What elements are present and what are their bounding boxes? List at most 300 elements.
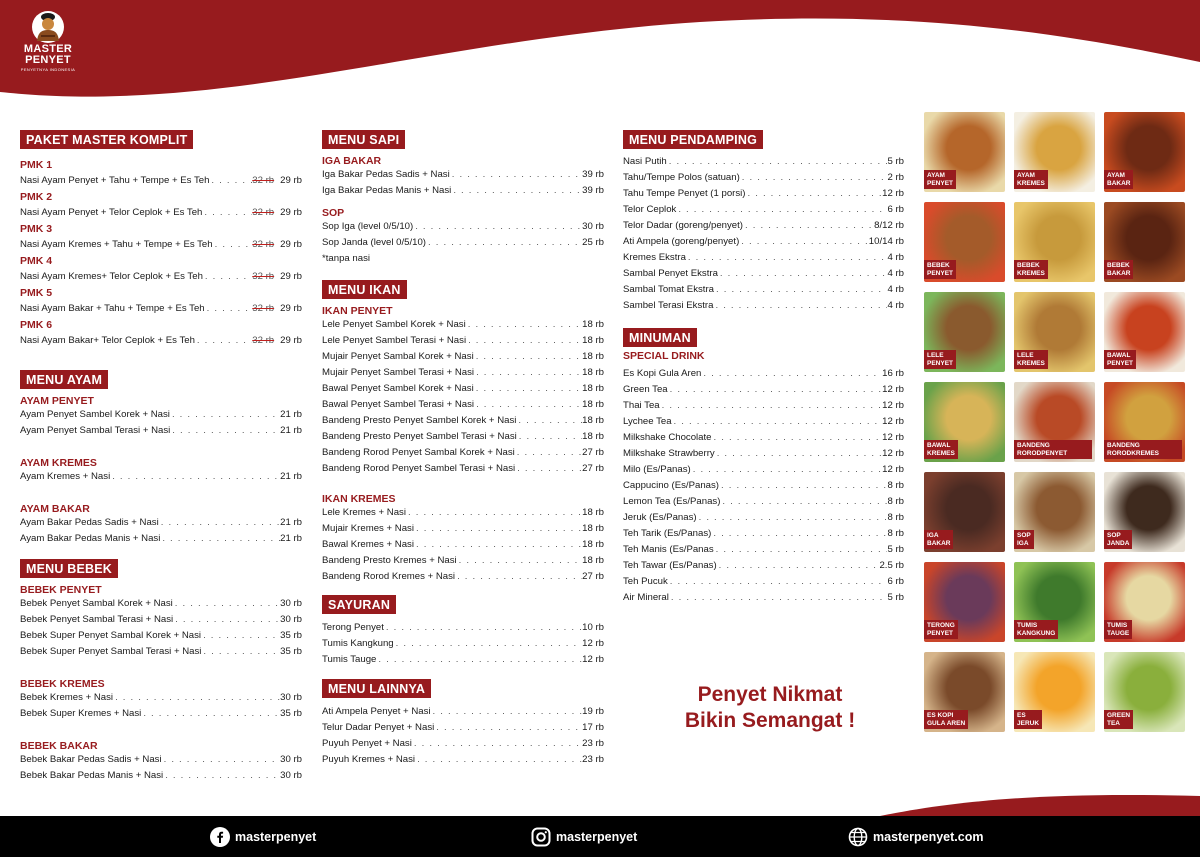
menu-item-row [623,186,904,202]
dot-leader [173,596,280,612]
menu-item-row [322,317,604,333]
dot-leader [474,365,582,381]
menu-item-row [623,218,904,234]
item-name: Telor Ceplok [623,204,677,215]
menu-item-row [623,462,904,478]
footer-bar [0,816,1200,857]
menu-item-row [623,510,904,526]
food-photo-tile [924,202,1005,282]
menu-item-row [20,237,302,253]
menu-item-row [322,636,604,652]
subsection-title: AYAM PENYET [20,395,94,407]
subsection-title: AYAM KREMES [20,457,97,469]
menu-item-row [20,333,302,349]
item-name: Ayam Penyet Sambel Korek + Nasi [20,409,170,420]
dot-leader [162,752,281,768]
item-name: Sambal Penyet Ekstra [623,268,718,279]
item-price: 17 rb [582,722,604,733]
item-price: 18 rb [582,383,604,394]
dot-leader [412,736,582,752]
item-name: Telor Dadar (goreng/penyet) [623,220,743,231]
menu-item-row [623,250,904,266]
dot-leader [668,574,888,590]
menu-item-row [322,219,604,235]
item-name: Es Kopi Gula Aren [623,368,702,379]
sapi-note: *tanpa nasi [322,253,371,264]
menu-item-row [623,382,904,398]
item-price: 5 rb [887,592,904,603]
item-price: 30 rb [280,598,302,609]
dot-leader [667,154,888,170]
item-price: 12 rb [882,384,904,395]
food-photo-tile [1104,472,1185,552]
dot-leader [431,704,583,720]
item-name: Jeruk (Es/Panas) [623,512,697,523]
dot-leader [714,282,887,298]
menu-item-row [623,494,904,510]
menu-item-row [623,202,904,218]
price-group [252,173,302,189]
dot-leader [740,170,888,186]
menu-item-row [623,282,904,298]
food-photo-label: AYAM PENYET [924,170,956,189]
menu-item-row [20,205,302,221]
menu-item-row [322,413,604,429]
item-price: 21 rb [280,409,302,420]
dot-leader [413,219,582,235]
item-name: Bebek Penyet Sambal Korek + Nasi [20,598,173,609]
dot-leader [714,542,888,558]
dot-leader [516,413,582,429]
sayuran-list [322,620,604,668]
old-price: 32 rb [252,207,275,218]
dot-leader [173,612,280,628]
chef-mascot-icon [31,10,65,44]
dot-leader [718,266,888,282]
item-price: 10 rb [582,622,604,633]
dot-leader [195,333,252,349]
menu-item-row [623,446,904,462]
item-price: 18 rb [582,335,604,346]
item-name: Bebek Bakar Pedas Sadis + Nasi [20,754,162,765]
subsection-title: IGA BAKAR [322,155,382,167]
dot-leader [660,398,883,414]
dot-leader [515,445,582,461]
item-price: 18 rb [582,507,604,518]
food-photo-label: BEBEK KREMES [1014,260,1048,279]
item-name: Nasi Ayam Kremes+ Telor Ceplok + Es Teh [20,271,203,282]
item-name: Nasi Ayam Penyet + Telor Ceplok + Es Teh [20,207,203,218]
item-name: Nasi Putih [623,156,667,167]
food-photo-label: SOP JANDA [1104,530,1132,549]
item-price: 18 rb [582,523,604,534]
food-photo-tile [1014,562,1095,642]
dot-leader [743,218,874,234]
dot-leader [201,628,280,644]
dot-leader [414,521,582,537]
item-name: Green Tea [623,384,668,395]
item-name: Sambal Tomat Ekstra [623,284,714,295]
item-price: 6 rb [887,576,904,587]
price-group [252,269,302,285]
item-name: Bandeng Rorod Kremes + Nasi [322,571,456,582]
food-photo-label: ES KOPI GULA AREN [924,710,968,729]
item-price: 18 rb [582,351,604,362]
food-photo-label: ES JERUK [1014,710,1042,729]
item-price: 6 rb [887,204,904,215]
dot-leader [719,478,887,494]
item-price: 29 rb [280,303,302,314]
ikan-groups [322,305,604,585]
facebook-icon [210,827,230,847]
item-name: Bebek Kremes + Nasi [20,692,114,703]
subsection-title: IKAN KREMES [322,493,396,505]
dot-leader [676,202,887,218]
item-price: 5 rb [887,544,904,555]
food-photo-tile [1014,112,1095,192]
footer-instagram[interactable] [531,827,637,847]
dot-leader [515,461,582,477]
item-name: Mujair Penyet Sambel Terasi + Nasi [322,367,475,378]
menu-item-row [623,298,904,314]
dot-leader [717,558,880,574]
footer-website[interactable] [848,827,983,847]
menu-item-row [322,167,604,183]
item-price: 12 rb [882,188,904,199]
item-price: 12 rb [882,464,904,475]
menu-item-row [20,423,302,439]
dot-leader [213,237,253,253]
food-photo-tile [924,382,1005,462]
brand-logo [16,10,80,72]
dot-leader [713,298,887,314]
section-title-minuman: MINUMAN [623,328,697,347]
item-price: 4 rb [887,268,904,279]
item-name: Bebek Super Penyet Sambal Terasi + Nasi [20,646,202,657]
dot-leader [711,526,887,542]
item-price: 10/14 rb [868,236,904,247]
menu-item-row [322,652,604,668]
dot-leader [159,515,280,531]
food-photo-tile [1014,472,1095,552]
paket-code: PMK 5 [20,287,53,299]
dot-leader [110,469,280,485]
dot-leader [686,250,888,266]
menu-item-row [20,596,302,612]
item-price: 8 rb [887,528,904,539]
dot-leader [426,235,582,251]
item-name: Bebek Super Penyet Sambal Korek + Nasi [20,630,202,641]
food-photo-label: BAWAL KREMES [924,440,958,459]
dot-leader [669,590,888,606]
food-photo-tile [1014,202,1095,282]
price-group [252,205,302,221]
item-name: Iga Bakar Pedas Manis + Nasi [322,185,452,196]
old-price: 32 rb [252,239,275,250]
price-group [252,333,302,349]
menu-item-row [20,612,302,628]
section-title-ayam: MENU AYAM [20,370,108,389]
brand-tagline: PENYETNYA INDONESIA [20,67,76,72]
dot-leader [209,173,252,189]
menu-item-row [20,644,302,660]
menu-item-row [20,706,302,722]
dot-leader [205,301,253,317]
item-price: 27 rb [582,463,604,474]
item-name: Bawal Penyet Sambel Terasi + Nasi [322,399,475,410]
item-price: 30 rb [582,221,604,232]
bebek-groups [20,584,302,784]
food-photo-label: SOP IGA [1014,530,1034,549]
dot-leader [202,205,252,221]
menu-item-row [623,170,904,186]
paket-code: PMK 3 [20,223,53,235]
item-name: Ayam Kremes + Nasi [20,471,111,482]
item-name: Tahu/Tempe Polos (satuan) [623,172,740,183]
dot-leader [697,510,888,526]
footer-wave [880,790,1200,816]
dot-leader [376,652,582,668]
food-photo-tile [1014,652,1095,732]
item-price: 25 rb [582,237,604,248]
brand-name-line1: MASTER [23,43,73,55]
dot-leader [203,269,252,285]
dot-leader [715,446,882,462]
section-title-paket: PAKET MASTER KOMPLIT [20,130,193,149]
item-price: 18 rb [582,319,604,330]
item-price: 12 rb [582,654,604,665]
item-price: 12 rb [882,448,904,459]
dot-leader [450,167,582,183]
menu-item-row [322,720,604,736]
dot-leader [466,317,582,333]
menu-item-row [322,752,604,768]
paket-code: PMK 2 [20,191,53,203]
dot-leader [712,430,883,446]
dot-leader [701,366,882,382]
food-photo-label: BEBEK BAKAR [1104,260,1133,279]
item-name: Terong Penyet [322,622,384,633]
website-url: masterpenyet.com [873,830,984,844]
item-price: 21 rb [280,533,302,544]
item-price: 29 rb [280,207,302,218]
item-price: 30 rb [280,754,302,765]
item-name: Bawal Penyet Sambel Korek + Nasi [322,383,474,394]
dot-leader [141,706,280,722]
dot-leader [170,407,280,423]
item-name: Sambel Terasi Ekstra [623,300,714,311]
item-name: Iga Bakar Pedas Sadis + Nasi [322,169,450,180]
food-photo-tile [924,472,1005,552]
food-photo-tile [1014,292,1095,372]
item-price: 12 rb [882,432,904,443]
item-name: Lychee Tea [623,416,672,427]
subsection-title: BEBEK PENYET [20,584,102,596]
dot-leader [414,537,582,553]
item-name: Lele Kremes + Nasi [322,507,406,518]
item-price: 18 rb [582,539,604,550]
globe-icon [848,827,868,847]
item-price: 35 rb [280,646,302,657]
food-photo-label: BAWAL PENYET [1104,350,1136,369]
item-name: Sop Janda (level 0/5/10) [322,237,426,248]
subsection-title: BEBEK KREMES [20,678,105,690]
dot-leader [474,349,582,365]
dot-leader [672,414,883,430]
item-name: Lemon Tea (Es/Panas) [623,496,721,507]
item-name: Bawal Kremes + Nasi [322,539,414,550]
dot-leader [457,553,582,569]
item-name: Milo (Es/Panas) [623,464,691,475]
item-name: Mujair Penyet Sambal Korek + Nasi [322,351,474,362]
minuman-list [623,366,904,606]
menu-item-row [20,690,302,706]
paket-list [20,157,302,349]
menu-item-row [322,569,604,585]
item-name: Bebek Super Kremes + Nasi [20,708,142,719]
paket-code: PMK 4 [20,255,53,267]
dot-leader [474,381,582,397]
dot-leader [113,690,280,706]
food-photo-tile [924,652,1005,732]
menu-item-row [322,553,604,569]
item-price: 18 rb [582,399,604,410]
subsection-title: SOP [322,207,345,219]
item-price: 29 rb [280,175,302,186]
menu-column-2 [322,130,604,768]
subsection-special-drink: SPECIAL DRINK [623,350,705,362]
menu-item-row [623,414,904,430]
item-name: Air Mineral [623,592,669,603]
item-price: 12 rb [882,400,904,411]
section-title-sayuran: SAYURAN [322,595,396,614]
item-name: Sop Iga (level 0/5/10) [322,221,414,232]
menu-item-row [322,235,604,251]
food-photo-label: TUMIS TAUGE [1104,620,1132,639]
item-name: Ayam Bakar Pedas Manis + Nasi [20,533,161,544]
item-price: 27 rb [582,571,604,582]
item-name: Bandeng Rorod Penyet Sambal Korek + Nasi [322,447,515,458]
menu-item-row [623,234,904,250]
food-photo-label: IGA BAKAR [924,530,953,549]
item-name: Teh Pucuk [623,576,668,587]
item-name: Bebek Penyet Sambal Terasi + Nasi [20,614,174,625]
item-name: Milkshake Strawberry [623,448,715,459]
item-name: Teh Tarik (Es/Panas) [623,528,712,539]
slogan [660,682,880,734]
menu-item-row [20,515,302,531]
item-price: 8 rb [887,480,904,491]
menu-item-row [20,407,302,423]
item-name: Puyuh Penyet + Nasi [322,738,412,749]
item-name: Cappucino (Es/Panas) [623,480,719,491]
item-name: Bandeng Presto Penyet Sambel Terasi + Nasi [322,431,517,442]
food-photo-tile [1104,112,1185,192]
item-price: 29 rb [280,239,302,250]
menu-item-row [623,478,904,494]
dot-leader [415,752,582,768]
price-group [252,301,302,317]
menu-item-row [322,620,604,636]
dot-leader [455,569,582,585]
item-name: Nasi Ayam Kremes + Tahu + Tempe + Es Teh [20,239,213,250]
menu-item-row [20,173,302,189]
footer-facebook[interactable] [210,827,316,847]
item-price: 18 rb [582,555,604,566]
menu-item-row [623,526,904,542]
item-name: Ayam Bakar Pedas Sadis + Nasi [20,517,159,528]
dot-leader [384,620,582,636]
item-name: Mujair Kremes + Nasi [322,523,414,534]
subsection-title: IKAN PENYET [322,305,393,317]
menu-item-row [623,542,904,558]
item-price: 19 rb [582,706,604,717]
food-photo-label: GREEN TEA [1104,710,1133,729]
dot-leader [517,429,582,445]
facebook-handle: masterpenyet [235,830,317,844]
menu-item-row [20,469,302,485]
item-name: Nasi Ayam Penyet + Tahu + Tempe + Es Teh [20,175,210,186]
dot-leader [739,234,869,250]
menu-item-row [20,628,302,644]
instagram-icon [531,827,551,847]
dot-leader [434,720,582,736]
dot-leader [170,423,280,439]
item-price: 39 rb [582,169,604,180]
menu-item-row [623,590,904,606]
menu-item-row [623,430,904,446]
menu-item-row [322,445,604,461]
item-price: 4 rb [887,284,904,295]
item-name: Teh Manis (Es/Panas [623,544,714,555]
dot-leader [691,462,882,478]
paket-code: PMK 1 [20,159,53,171]
menu-item-row [20,301,302,317]
food-photo-tile [1104,202,1185,282]
subsection-title: BEBEK BAKAR [20,740,98,752]
item-price: 4 rb [887,300,904,311]
food-photo-label: TERONG PENYET [924,620,958,639]
dot-leader [160,531,280,547]
menu-column-3 [623,130,904,606]
food-photo-tile [924,292,1005,372]
menu-item-row [322,381,604,397]
food-photo-label: LELE PENYET [924,350,956,369]
item-name: Bandeng Rorod Penyet Sambel Terasi + Nasi [322,463,516,474]
food-photo-label: AYAM KREMES [1014,170,1048,189]
menu-item-row [322,521,604,537]
item-name: Nasi Ayam Bakar+ Telor Ceplok + Es Teh [20,335,195,346]
menu-item-row [20,269,302,285]
section-title-sapi: MENU SAPI [322,130,405,149]
section-title-lainnya: MENU LAINNYA [322,679,431,698]
item-price: 18 rb [582,415,604,426]
food-photo-tile [924,112,1005,192]
dot-leader [163,768,280,784]
item-name: Bandeng Presto Kremes + Nasi [322,555,457,566]
item-price: 30 rb [280,614,302,625]
item-name: Milkshake Chocolate [623,432,712,443]
sapi-groups [322,155,604,251]
food-photo-tile [1104,652,1185,732]
menu-item-row [322,505,604,521]
pendamping-list [623,154,904,314]
item-name: Kremes Ekstra [623,252,686,263]
menu-item-row [623,366,904,382]
item-price: 30 rb [280,770,302,781]
dot-leader [201,644,280,660]
item-price: 4 rb [887,252,904,263]
